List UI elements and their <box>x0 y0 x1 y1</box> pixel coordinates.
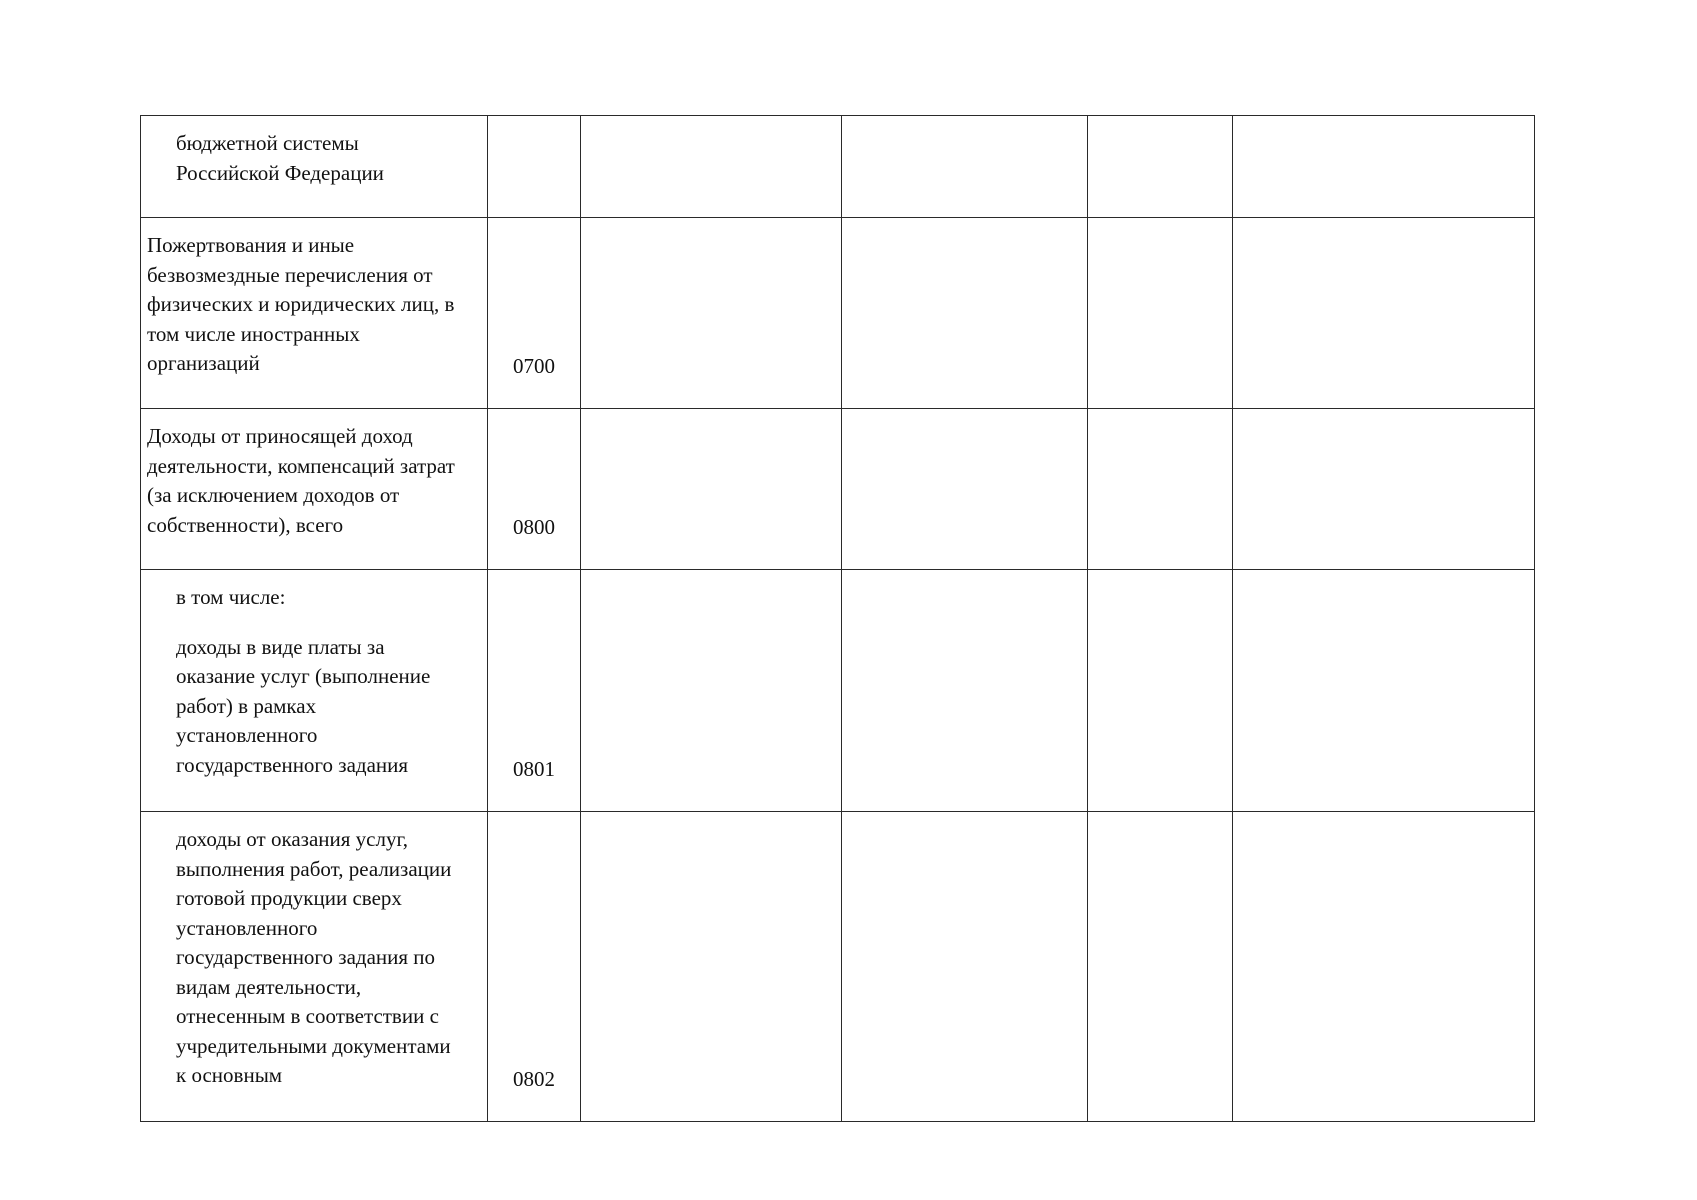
row-code-cell <box>488 570 581 812</box>
row-label-cell <box>141 812 488 1122</box>
row-label: в том числе: <box>176 585 286 609</box>
row-code: 0800 <box>513 514 555 539</box>
row-code-cell <box>488 409 581 570</box>
income-form-table <box>140 115 1535 1122</box>
value-cell[interactable] <box>581 218 842 409</box>
value-cell[interactable] <box>581 409 842 570</box>
row-label-cell <box>141 409 488 570</box>
table-row <box>141 812 1535 1122</box>
value-cell[interactable] <box>581 116 842 218</box>
row-code-cell <box>488 812 581 1122</box>
table-row <box>141 570 1535 812</box>
row-label-cell <box>141 570 488 812</box>
row-label: доходы от оказания услуг, выполнения работ, реализации готовой продукции сверх установленного государственного задания по видам деятельности, отнесенным в соответствии с учредительными документами к основным <box>176 827 452 1087</box>
value-cell[interactable] <box>842 116 1088 218</box>
row-code: 0802 <box>513 1066 555 1091</box>
table-row <box>141 409 1535 570</box>
value-cell[interactable] <box>1233 409 1535 570</box>
value-cell[interactable] <box>1233 218 1535 409</box>
value-cell[interactable] <box>581 812 842 1122</box>
value-cell[interactable] <box>1233 116 1535 218</box>
row-label: Доходы от приносящей доход деятельности, компенсаций затрат (за исключением доходов от собственности), всего <box>147 424 455 537</box>
row-sublabel: доходы в виде платы за оказание услуг (выполнение работ) в рамках установленного государственного задания <box>176 634 431 777</box>
row-code-cell <box>488 116 581 218</box>
value-cell[interactable] <box>842 409 1088 570</box>
value-cell[interactable] <box>581 570 842 812</box>
row-code: 0801 <box>513 756 555 781</box>
value-cell[interactable] <box>842 218 1088 409</box>
table-row <box>141 116 1535 218</box>
row-label: бюджетной системы Российской Федерации <box>176 131 384 185</box>
value-cell[interactable] <box>1233 812 1535 1122</box>
row-label: Пожертвования и иные безвозмездные перечисления от физических и юридических лиц, в том числе иностранных организаций <box>147 233 455 375</box>
value-cell[interactable] <box>842 570 1088 812</box>
row-label-cell <box>141 116 488 218</box>
row-label-cell <box>141 218 488 409</box>
row-code-cell <box>488 218 581 409</box>
value-cell[interactable] <box>1088 812 1233 1122</box>
value-cell[interactable] <box>1088 570 1233 812</box>
value-cell[interactable] <box>1088 409 1233 570</box>
value-cell[interactable] <box>1088 218 1233 409</box>
value-cell[interactable] <box>1233 570 1535 812</box>
value-cell[interactable] <box>842 812 1088 1122</box>
value-cell[interactable] <box>1088 116 1233 218</box>
row-code: 0700 <box>513 353 555 378</box>
table-row <box>141 218 1535 409</box>
